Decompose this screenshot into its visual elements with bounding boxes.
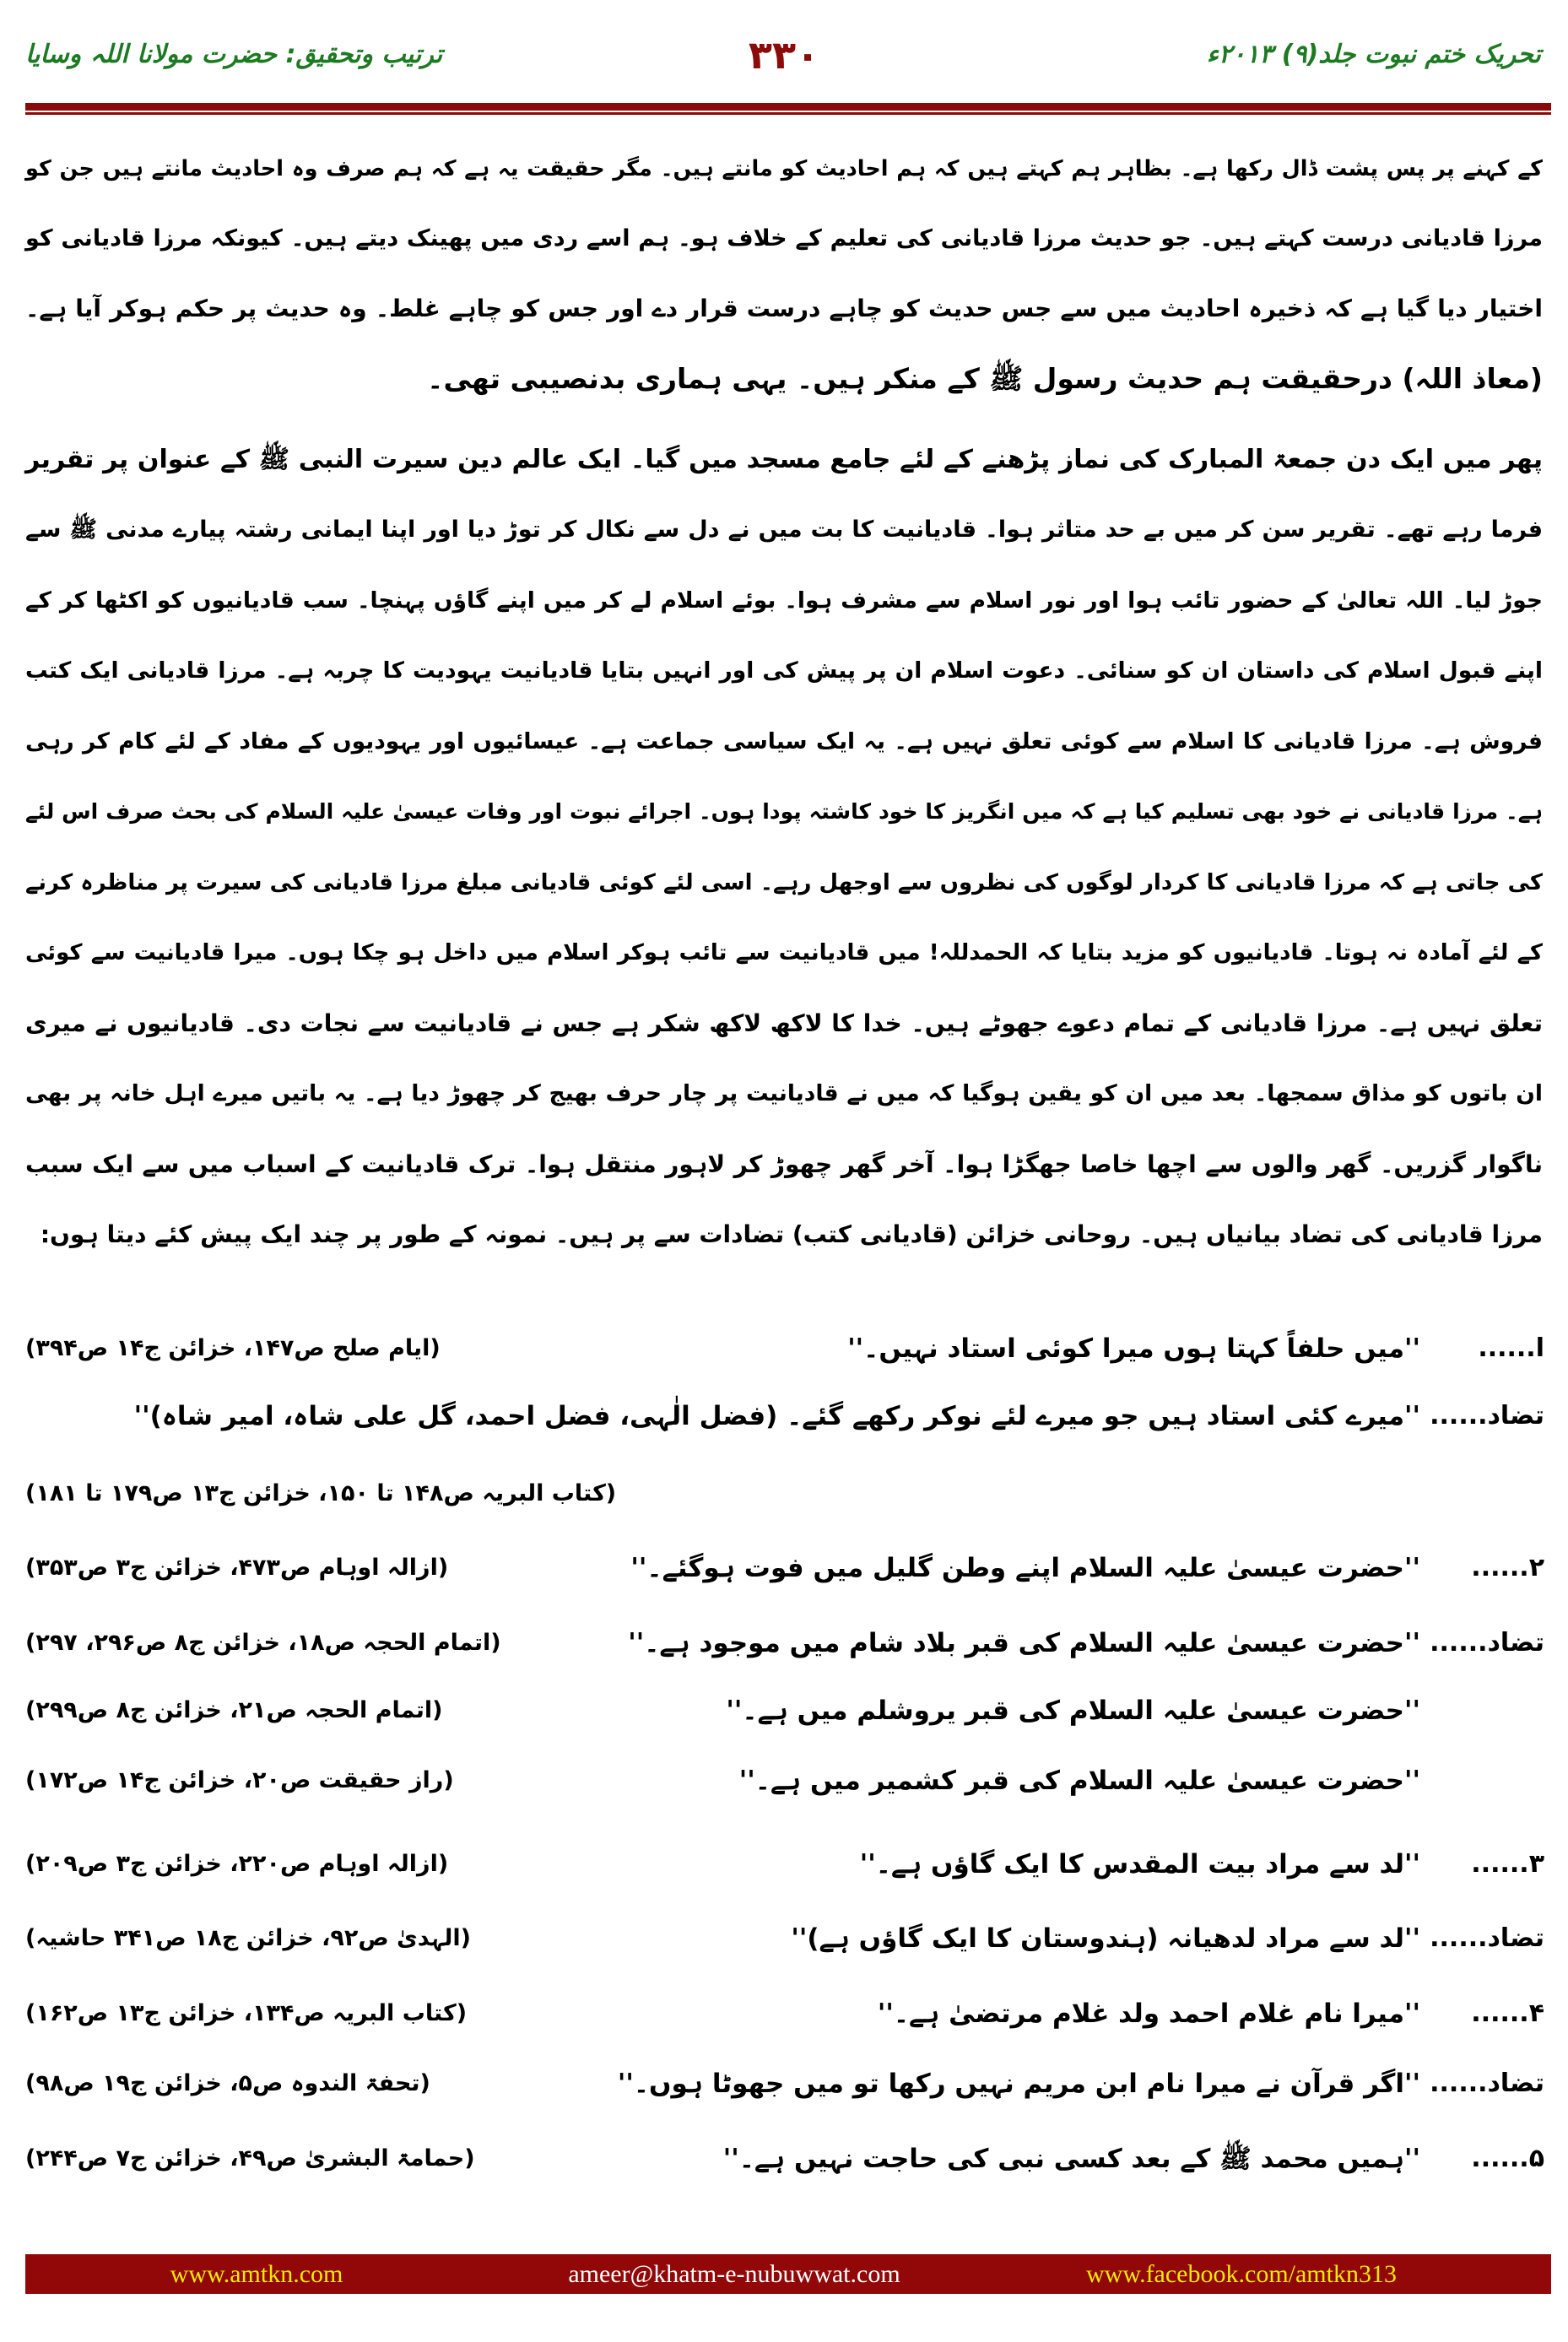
footer-website-link[interactable]: www.amtkn.com bbox=[170, 2260, 343, 2288]
quote-text: ''میں حلفاً کہتا ہوں میرا کوئی استاد نہیں۔'' bbox=[847, 1333, 1420, 1364]
citation: (ازالہ اوہام ص۴۷۳، خزائن ج۳ ص۳۵۳) bbox=[25, 1555, 449, 1581]
header-author-credit: ترتیب وتحقیق: حضرت مولانا اللہ وسایا bbox=[25, 40, 443, 69]
item-number bbox=[1418, 1464, 1544, 1523]
item-number: تضاد...... bbox=[1430, 2069, 1544, 2098]
text-line: فروش ہے۔ مرزا قادیانی کا اسلام سے کوئی تعلق نہیں ہے۔ یہ ایک سیاسی جماعت ہے۔ عیسائیوں اور یہودیوں کے مفاد کے لئے کام کر رہی bbox=[25, 728, 1543, 755]
text-line: اپنے قبول اسلام کی داستان ان کو سنائی۔ دعوت اسلام ان پر پیش کی اور انہیں بتایا قادیانیت یہودیت کا چربہ ہے۔ مرزا قادیانی ایک کتب bbox=[25, 657, 1543, 684]
footer-email-link[interactable]: ameer@khatm-e-nubuwwat.com bbox=[568, 2260, 900, 2288]
citation: (الہدیٰ ص۹۲، خزائن ج۱۸ ص۳۴۱ حاشیہ) bbox=[25, 1925, 471, 1951]
item-number: ۳...... bbox=[1471, 1849, 1544, 1879]
citation: (ایام صلح ص۱۴۷، خزائن ج۱۴ ص۳۹۴) bbox=[25, 1335, 441, 1361]
text-line: مرزا قادیانی درست کہتے ہیں۔ جو حدیث مرزا قادیانی کی تعلیم کے خلاف ہو۔ ہم اسے ردی میں پھینک دیتے ہیں۔ کیونکہ مرزا قادیانی کو bbox=[25, 225, 1543, 252]
text-line: ناگوار گزریں۔ گھر والوں سے اچھا خاصا جھگڑا ہوا۔ آخر گھر چھوڑ کر لاہور منتقل ہوا۔ ترک قادیانیت کے اسباب میں سے ایک سبب bbox=[25, 1150, 1543, 1178]
citation: (راز حقیقت ص۲۰، خزائن ج۱۴ ص۱۷۲) bbox=[25, 1767, 454, 1793]
citation: (اتمام الحجہ ص۲۱، خزائن ج۸ ص۲۹۹) bbox=[25, 1697, 443, 1723]
item-number: ۲...... bbox=[1471, 1553, 1544, 1582]
text-line: تعلق نہیں ہے۔ مرزا قادیانی کے تمام دعوے جھوٹے ہیں۔ خدا کا لاکھ لاکھ شکر ہے جس نے قادیانیت سے نجات دی۔ قادیانیوں نے میری bbox=[25, 1009, 1543, 1037]
text-line: پھر میں ایک دن جمعۃ المبارک کی نماز پڑھنے کے لئے جامع مسجد میں گیا۔ ایک عالم دین سیرت النبی ﷺ کے عنوان پر تقریر bbox=[25, 445, 1543, 474]
item-number: ۴...... bbox=[1471, 1999, 1544, 2028]
footer-bar bbox=[25, 2254, 1551, 2294]
header-divider bbox=[25, 103, 1551, 111]
item-number: تضاد...... bbox=[1430, 1628, 1544, 1658]
text-line: ان باتوں کو مذاق سمجھا۔ بعد میں ان کو یقین ہوگیا کہ میں نے قادیانیت پر چار حرف بھیج کر چھوڑ دیا ہے۔ یہ باتیں میرے اہل خانہ پر بھی bbox=[25, 1080, 1543, 1106]
item-number: ا...... bbox=[1478, 1333, 1544, 1363]
text-line: کے کہنے پر پس پشت ڈال رکھا ہے۔ بظاہر ہم کہتے ہیں کہ ہم احادیث کو مانتے ہیں۔ مگر حقیقت یہ ہے کہ ہم صرف وہ احادیث مانتے ہیں جن کو bbox=[25, 156, 1543, 181]
item-number: ۵...... bbox=[1471, 2144, 1544, 2173]
citation: (کتاب البریہ ص۱۴۸ تا ۱۵۰، خزائن ج۱۳ ص۱۷۹ تا ۱۸۱) bbox=[25, 1480, 617, 1506]
citation: (تحفۃ الندوہ ص۵، خزائن ج۱۹ ص۹۸) bbox=[25, 2070, 430, 2096]
page-number: ۳۳۰ bbox=[748, 32, 820, 78]
quote-text: ''اگر قرآن نے میرا نام ابن مریم نہیں رکھا تو میں جھوٹا ہوں۔'' bbox=[617, 2069, 1420, 2099]
header-divider-thin bbox=[25, 112, 1551, 115]
text-line: اختیار دیا گیا ہے کہ ذخیرہ احادیث میں سے جس حدیث کو چاہے درست قرار دے اور جس کو چاہے غلط۔ وہ حدیث پر حکم ہوکر آیا ہے۔ bbox=[25, 295, 1543, 322]
item-number: تضاد...... bbox=[1430, 1923, 1544, 1953]
citation: (حمامۃ البشریٰ ص۴۹، خزائن ج۷ ص۲۴۴) bbox=[25, 2145, 475, 2172]
quote-text: ''حضرت عیسیٰ علیہ السلام کی قبر یروشلم میں ہے۔'' bbox=[726, 1696, 1420, 1726]
text-line: فرما رہے تھے۔ تقریر سن کر میں بے حد متاثر ہوا۔ قادیانیت کا بت میں نے دل سے نکال کر توڑ دیا اور اپنا ایمانی رشتہ پیارے مدنی ﷺ سے bbox=[25, 517, 1543, 543]
text-line: (معاذ اللہ) درحقیقت ہم حدیث رسول ﷺ کے منکر ہیں۔ یہی ہماری بدنصیبی تھی۔ bbox=[427, 362, 1543, 395]
citation: (ازالہ اوہام ص۲۲۰، خزائن ج۳ ص۲۰۹) bbox=[25, 1851, 449, 1877]
quote-text: ''حضرت عیسیٰ علیہ السلام کی قبر کشمیر میں ہے۔'' bbox=[738, 1766, 1420, 1796]
citation: (اتمام الحجہ ص۱۸، خزائن ج۸ ص۲۹۶، ۲۹۷) bbox=[25, 1630, 501, 1656]
header-book-title: تحریک ختم نبوت جلد(۹) ۲۰۱۳ء bbox=[1206, 40, 1541, 69]
item-number bbox=[1418, 1751, 1544, 1810]
item-number bbox=[1418, 1681, 1544, 1740]
quote-text: ''حضرت عیسیٰ علیہ السلام کی قبر بلاد شام میں موجود ہے۔'' bbox=[628, 1628, 1420, 1658]
citation: (کتاب البریہ ص۱۳۴، خزائن ج۱۳ ص۱۶۲) bbox=[25, 2000, 468, 2026]
quote-text: ''لد سے مراد بیت المقدس کا ایک گاؤں ہے۔'' bbox=[859, 1849, 1420, 1880]
item-number: تضاد...... bbox=[1430, 1401, 1544, 1431]
quote-text: ''میرا نام غلام احمد ولد غلام مرتضیٰ ہے۔'' bbox=[877, 1999, 1420, 2029]
text-line: کے لئے آمادہ نہ ہوتا۔ قادیانیوں کو مزید بتایا کہ الحمدللہ! میں قادیانیت سے تائب ہوکر اسلام میں داخل ہو چکا ہوں۔ میرا قادیانیت سے کوئی bbox=[25, 940, 1543, 965]
quote-text: ''لد سے مراد لدھیانہ (ہندوستان کا ایک گاؤں ہے)'' bbox=[791, 1923, 1420, 1954]
text-line: ہے۔ مرزا قادیانی نے خود بھی تسلیم کیا ہے کہ میں انگریز کا خود کاشتہ پودا ہوں۔ اجرائے نبوت اور وفات عیسیٰ علیہ السلام کی بحث صرف اس لئے bbox=[25, 799, 1543, 824]
text-line: جوڑ لیا۔ اللہ تعالیٰ کے حضور تائب ہوا اور نور اسلام سے مشرف ہوا۔ بوئے اسلام لے کر میں اپنے گاؤں پہنچا۔ سب قادیانیوں کو اکٹھا کر کے bbox=[25, 587, 1543, 614]
footer-facebook-link[interactable]: www.facebook.com/amtkn313 bbox=[1086, 2260, 1397, 2288]
text-line: کی جاتی ہے کہ مرزا قادیانی کا کردار لوگوں کی نظروں سے اوجھل رہے۔ اسی لئے کوئی قادیانی مبلغ مرزا قادیانی کی سیرت پر مناظرہ کرنے bbox=[25, 870, 1543, 895]
text-line: مرزا قادیانی کی تضاد بیانیاں ہیں۔ روحانی خزائن (قادیانی کتب) تضادات سے پر ہیں۔ نمونہ کے طور پر چند ایک پیش کئے دیتا ہوں: bbox=[40, 1220, 1543, 1248]
quote-text: ''ہمیں محمد ﷺ کے بعد کسی نبی کی حاجت نہیں ہے۔'' bbox=[722, 2144, 1420, 2174]
quote-text: ''میرے کئی استاد ہیں جو میرے لئے نوکر رکھے گئے۔ (فضل الٰہی، فضل احمد، گل علی شاہ، امیر شاہ)'' bbox=[133, 1401, 1420, 1431]
quote-text: ''حضرت عیسیٰ علیہ السلام اپنے وطن گلیل میں فوت ہوگئے۔'' bbox=[630, 1553, 1420, 1583]
